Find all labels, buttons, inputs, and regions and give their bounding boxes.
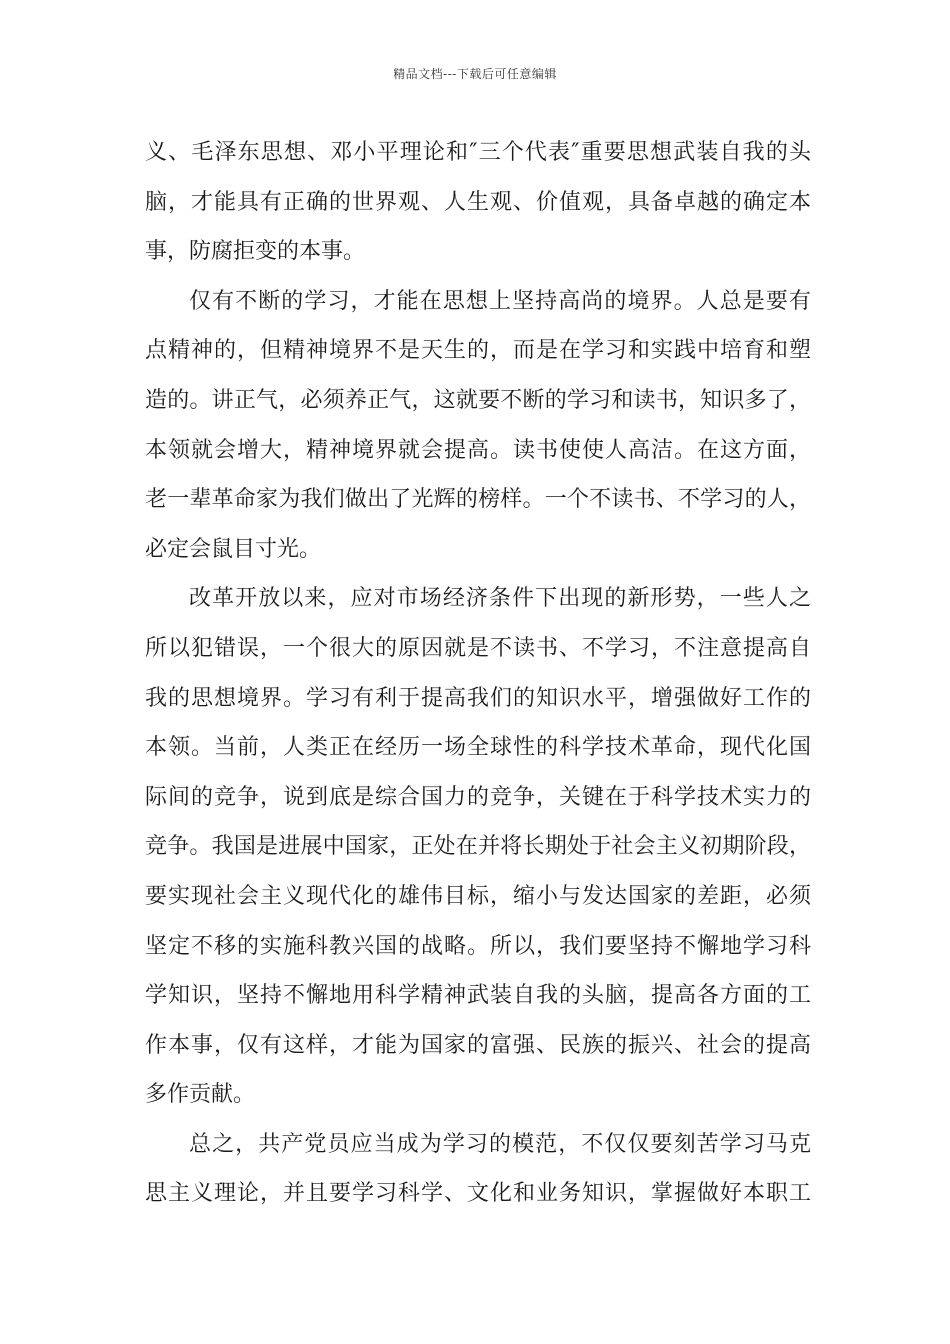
paragraph [145, 1120, 811, 1219]
paragraph [145, 574, 811, 1120]
text-line: 本领。当前，人类正在经历一场全球性的科学技术革命，现代化国 [145, 735, 811, 761]
text-line: 要实现社会主义现代化的雄伟目标，缩小与发达国家的差距，必须 [145, 883, 811, 909]
text-line: 老一辈革命家为我们做出了光辉的榜样。一个不读书、不学习的人， [145, 487, 811, 513]
text-line: 总之，共产党员应当成为学习的模范，不仅仅要刻苦学习马克 [189, 1131, 811, 1157]
text-line: 点精神的，但精神境界不是天生的，而是在学习和实践中培育和塑 [145, 338, 811, 364]
text-line: 义、毛泽东思想、邓小平理论和″三个代表″重要思想武装自我的头 [145, 140, 811, 165]
text-line: 仅有不断的学习，才能在思想上坚持高尚的境界。人总是要有 [189, 288, 811, 314]
text-line: 本领就会增大，精神境界就会提高。读书使使人高洁。在这方面， [145, 437, 811, 463]
text-line: 改革开放以来，应对市场经济条件下出现的新形势，一些人之 [189, 586, 811, 612]
text-line: 际间的竞争，说到底是综合国力的竞争，关键在于科学技术实力的 [145, 784, 811, 810]
text-line: 造的。讲正气，必须养正气，这就要不断的学习和读书，知识多了， [145, 387, 811, 413]
page-header: 精品文档---下载后可任意编辑 [393, 67, 557, 81]
text-line: 所以犯错误，一个很大的原因就是不读书、不学习，不注意提高自 [145, 635, 811, 661]
paragraph [145, 128, 811, 277]
text-line: 学知识，坚持不懈地用科学精神武装自我的头脑，提高各方面的工 [145, 983, 811, 1009]
text-line: 必定会鼠目寸光。 [145, 536, 322, 562]
paragraph [145, 277, 811, 575]
text-line: 竞争。我国是进展中国家，正处在并将长期处于社会主义初期阶段， [145, 834, 811, 860]
text-line: 多作贡献。 [145, 1082, 256, 1108]
text-line: 作本事，仅有这样，才能为国家的富强、民族的振兴、社会的提高 [145, 1032, 811, 1058]
text-line: 我的思想境界。学习有利于提高我们的知识水平，增强做好工作的 [145, 685, 811, 711]
text-line: 坚定不移的实施科教兴国的战略。所以，我们要坚持不懈地学习科 [145, 933, 811, 959]
text-line: 思主义理论，并且要学习科学、文化和业务知识，掌握做好本职工 [145, 1181, 811, 1207]
text-line: 事，防腐拒变的本事。 [145, 239, 366, 265]
text-line: 脑，才能具有正确的世界观、人生观、价值观，具备卓越的确定本 [145, 189, 811, 215]
document-body [145, 128, 811, 1219]
